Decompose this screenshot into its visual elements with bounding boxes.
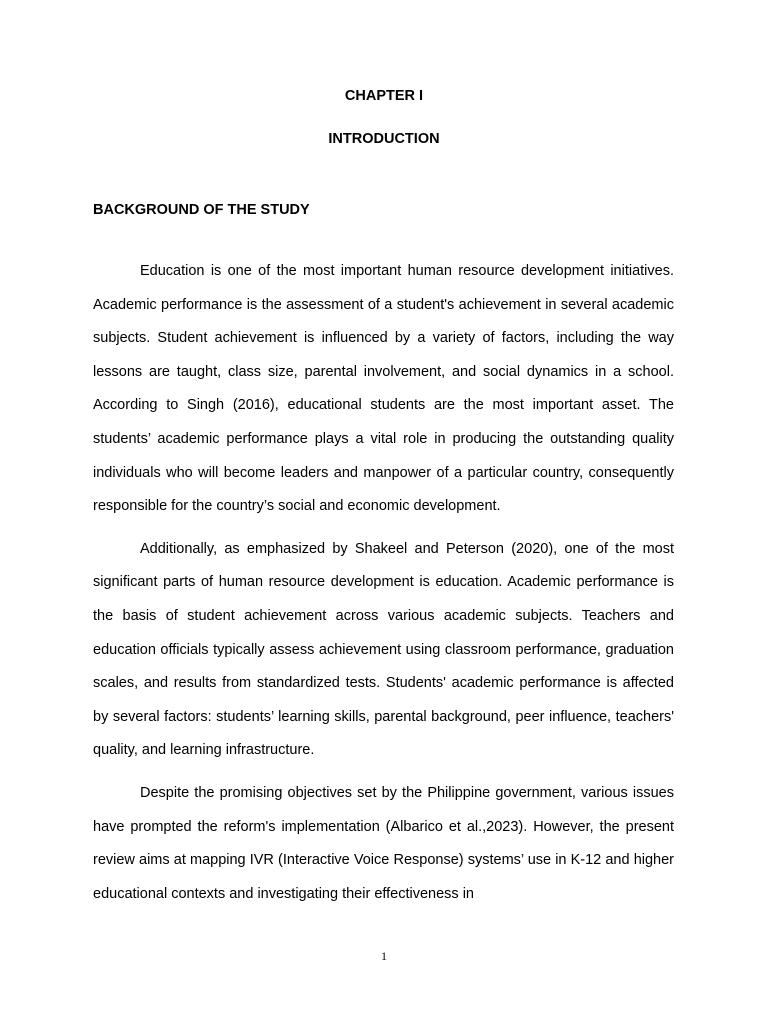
- chapter-title: INTRODUCTION: [328, 131, 440, 147]
- paragraph-3: Despite the promising objectives set by the Philippine government, various issues have prompted the reform's implementation (Albarico et al.,2023). However, the present review aims at mapping IVR (Interactive Voice Response) systems’ use in K-12 and higher educational contexts and investigating their effectiveness in: [93, 784, 674, 902]
- chapter-label: CHAPTER I: [344, 88, 424, 104]
- body-text: [93, 255, 674, 920]
- page-number: 1: [381, 949, 387, 963]
- section-heading: BACKGROUND OF THE STUDY: [93, 202, 310, 218]
- paragraph-1: Education is one of the most important human resource development initiatives. Academic performance is the assessment of a student's achievement in several academic subjects. Student achievement is influenced by a variety of factors, including the way lessons are taught, class size, parental involvement, and social dynamics in a school. According to Singh (2016), educational students are the most important asset. The students’ academic performance plays a vital role in producing the outstanding quality individuals who will become leaders and manpower of a particular country, consequently responsible for the country’s social and economic development.: [93, 263, 674, 515]
- paragraph-2: Additionally, as emphasized by Shakeel and Peterson (2020), one of the most significant parts of human resource development is education. Academic performance is the basis of student achievement across various academic subjects. Teachers and education officials typically assess achievement using classroom performance, graduation scales, and results from standardized tests. Students' academic performance is affected by several factors: students’ learning skills, parental background, peer influence, teachers' quality, and learning infrastructure.: [93, 540, 674, 759]
